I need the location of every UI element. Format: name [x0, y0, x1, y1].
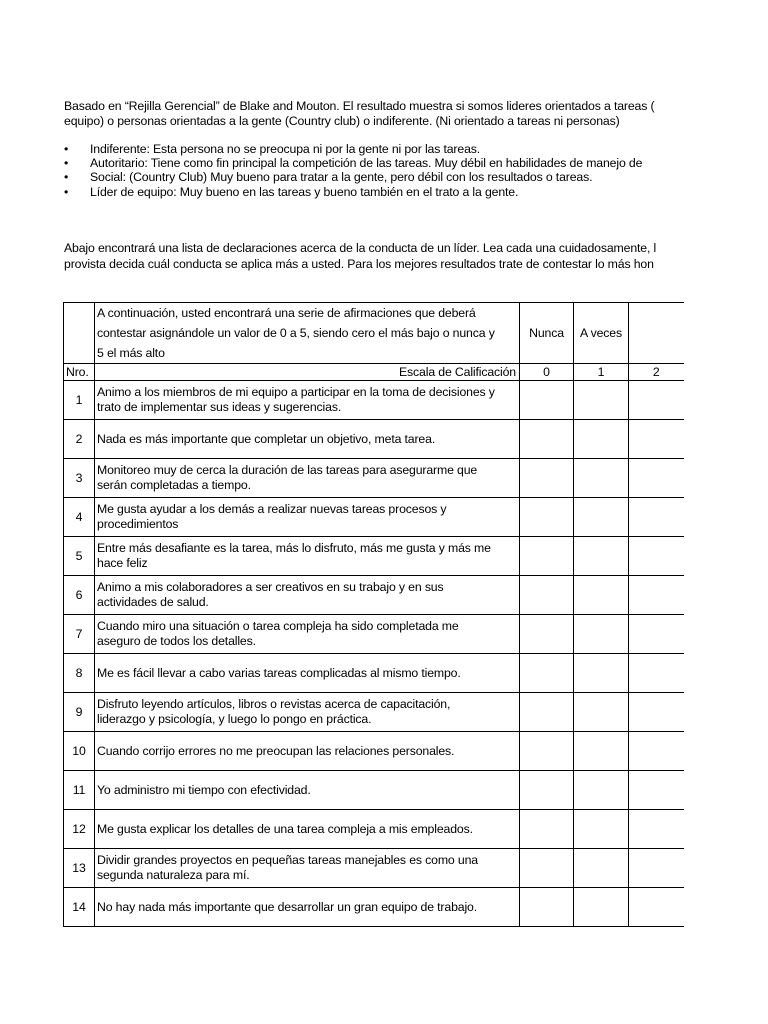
rating-cell-2[interactable]: [629, 849, 684, 888]
bullet-symbol: •: [64, 170, 69, 184]
row-number: 3: [64, 459, 95, 498]
bullet-item-social: [64, 169, 592, 185]
rating-cell-2[interactable]: [629, 888, 684, 927]
rating-cell-a-veces[interactable]: [574, 693, 629, 732]
rating-cell-a-veces[interactable]: [574, 420, 629, 459]
header-instructions-line-2: contestar asignándole un valor de 0 a 5, siendo cero el más bajo o nunca y: [97, 326, 495, 340]
statement-cell: [95, 849, 520, 888]
intro-line-2: equipo) o personas orientadas a la gente (Country club) o indiferente. (Ni orientado a tareas ni personas): [64, 114, 620, 128]
statement-line-1: No hay nada más importante que desarrollar un gran equipo de trabajo.: [97, 899, 477, 914]
statement-line-1: Nada es más importante que completar un objetivo, meta tarea.: [97, 431, 436, 446]
rating-cell-2[interactable]: [629, 459, 684, 498]
leadership-questionnaire-table: [63, 302, 684, 927]
table-row: [64, 537, 684, 576]
table-row: [64, 888, 684, 927]
rating-cell-2[interactable]: [629, 498, 684, 537]
statement-cell: [95, 810, 520, 849]
row-number: 7: [64, 615, 95, 654]
row-number: 8: [64, 654, 95, 693]
bullet-symbol: •: [64, 142, 69, 156]
rating-cell-2[interactable]: [629, 810, 684, 849]
rating-cell-a-veces[interactable]: [574, 615, 629, 654]
rating-cell-2[interactable]: [629, 732, 684, 771]
statement-cell: [95, 576, 520, 615]
row-number: 14: [64, 888, 95, 927]
statement-cell: [95, 732, 520, 771]
statement-line-1: Animo a mis colaboradores a ser creativos en su trabajo y en sus: [97, 580, 444, 594]
table-row: [64, 849, 684, 888]
rating-cell-nunca[interactable]: [520, 537, 574, 576]
table-row: [64, 420, 684, 459]
statement-line-1: Cuando corrijo errores no me preocupan las relaciones personales.: [97, 743, 455, 758]
statement-line-1: Disfruto leyendo artículos, libros o revistas acerca de capacitación,: [97, 697, 451, 711]
row-number: 1: [64, 381, 95, 420]
table-row: [64, 459, 684, 498]
header-instructions-cell: [95, 303, 520, 364]
row-number: 6: [64, 576, 95, 615]
intro-line-1: Basado en “Rejilla Gerencial” de Blake and Mouton. El resultado muestra si somos lideres orientados a tareas (: [64, 99, 655, 113]
rating-cell-a-veces[interactable]: [574, 771, 629, 810]
row-number: 11: [64, 771, 95, 810]
instructions-line-2: provista decida cuál conducta se aplica más a usted. Para los mejores resultados trate de contestar lo más hon: [64, 257, 654, 271]
header-instructions-line-1: A continuación, usted encontrará una serie de afirmaciones que deberá: [97, 306, 476, 320]
table-header-row: [64, 303, 684, 364]
instructions-line-1: Abajo encontrará una lista de declaraciones acerca de la conducta de un líder. Lea cada una cuidadosamente, l: [64, 241, 657, 255]
scale-row: [64, 364, 684, 381]
rating-cell-nunca[interactable]: [520, 459, 574, 498]
row-number: 4: [64, 498, 95, 537]
rating-cell-nunca[interactable]: [520, 381, 574, 420]
row-number: 12: [64, 810, 95, 849]
rating-cell-nunca[interactable]: [520, 849, 574, 888]
statement-line-2: trato de implementar sus ideas y sugerencias.: [97, 400, 342, 414]
bullet-text: Autoritario: Tiene como fin principal la competición de las tareas. Muy débil en habilidades de manejo de: [90, 156, 643, 170]
table-row: [64, 810, 684, 849]
rating-cell-nunca[interactable]: [520, 888, 574, 927]
row-number: 10: [64, 732, 95, 771]
statement-line-2: procedimientos: [97, 517, 179, 531]
rating-cell-a-veces[interactable]: [574, 732, 629, 771]
statement-line-1: Dividir grandes proyectos en pequeñas tareas manejables es como una: [97, 853, 478, 867]
rating-cell-2[interactable]: [629, 693, 684, 732]
rating-cell-a-veces[interactable]: [574, 459, 629, 498]
rating-cell-nunca[interactable]: [520, 615, 574, 654]
rating-cell-a-veces[interactable]: [574, 888, 629, 927]
row-number: 2: [64, 420, 95, 459]
statement-line-1: Monitoreo muy de cerca la duración de las tareas para asegurarme que: [97, 463, 478, 477]
scale-label: Escala de Calificación: [95, 364, 520, 381]
rating-cell-2[interactable]: [629, 771, 684, 810]
statement-cell: [95, 420, 520, 459]
header-a-veces: A veces: [574, 303, 629, 364]
statement-line-2: serán completadas a tiempo.: [97, 478, 251, 492]
rating-cell-a-veces[interactable]: [574, 810, 629, 849]
rating-cell-a-veces[interactable]: [574, 576, 629, 615]
bullet-symbol: •: [64, 156, 69, 170]
rating-cell-nunca[interactable]: [520, 498, 574, 537]
table-row: [64, 381, 684, 420]
bullet-text: Líder de equipo: Muy bueno en las tareas y bueno también en el trato a la gente.: [90, 185, 519, 199]
statement-cell: [95, 888, 520, 927]
rating-cell-nunca[interactable]: [520, 420, 574, 459]
bullet-text: Social: (Country Club) Muy bueno para tratar a la gente, pero débil con los resultados o tareas.: [90, 170, 593, 184]
scale-value-1: 1: [574, 364, 629, 381]
statement-line-1: Yo administro mi tiempo con efectividad.: [97, 782, 311, 797]
table-row: [64, 576, 684, 615]
statement-cell: [95, 654, 520, 693]
statement-cell: [95, 615, 520, 654]
rating-cell-nunca[interactable]: [520, 732, 574, 771]
rating-cell-a-veces[interactable]: [574, 381, 629, 420]
rating-cell-2[interactable]: [629, 537, 684, 576]
table-row: [64, 615, 684, 654]
scale-value-2: 2: [629, 364, 684, 381]
statement-cell: [95, 381, 520, 420]
statement-cell: [95, 537, 520, 576]
statement-line-2: aseguro de todos los detalles.: [97, 634, 256, 648]
statement-cell: [95, 498, 520, 537]
statement-line-2: segunda naturaleza para mí.: [97, 868, 250, 882]
table-row: [64, 771, 684, 810]
header-nunca: Nunca: [520, 303, 574, 364]
row-number: 5: [64, 537, 95, 576]
rating-cell-a-veces[interactable]: [574, 849, 629, 888]
table-row: [64, 498, 684, 537]
rating-cell-nunca[interactable]: [520, 654, 574, 693]
rating-cell-2[interactable]: [629, 381, 684, 420]
table-row: [64, 654, 684, 693]
table-row: [64, 693, 684, 732]
header-instructions-line-3: 5 el más alto: [97, 346, 165, 360]
rating-cell-a-veces[interactable]: [574, 537, 629, 576]
statement-cell: [95, 771, 520, 810]
rating-cell-2[interactable]: [629, 420, 684, 459]
statement-rows: [64, 381, 684, 927]
statement-line-1: Entre más desafiante es la tarea, más lo disfruto, más me gusta y más me: [97, 541, 491, 555]
rating-cell-nunca[interactable]: [520, 693, 574, 732]
rating-cell-nunca[interactable]: [520, 810, 574, 849]
statement-cell: [95, 459, 520, 498]
statement-line-1: Me gusta ayudar a los demás a realizar nuevas tareas procesos y: [97, 502, 447, 516]
scale-value-0: 0: [520, 364, 574, 381]
statement-line-1: Me gusta explicar los detalles de una tarea compleja a mis empleados.: [97, 821, 473, 836]
header-rating-2: [629, 303, 684, 364]
rating-cell-nunca[interactable]: [520, 771, 574, 810]
statement-line-2: liderazgo y psicología, y luego lo pongo en práctica.: [97, 712, 372, 726]
statement-line-2: hace feliz: [97, 556, 148, 570]
statement-line-1: Animo a los miembros de mi equipo a participar en la toma de decisiones y: [97, 385, 495, 399]
rating-cell-2[interactable]: [629, 654, 684, 693]
row-number: 9: [64, 693, 95, 732]
statement-line-1: Cuando miro una situación o tarea compleja ha sido completada me: [97, 619, 459, 633]
bullet-symbol: •: [64, 185, 69, 199]
rating-cell-nunca[interactable]: [520, 576, 574, 615]
rating-cell-a-veces[interactable]: [574, 498, 629, 537]
nro-label: Nro.: [64, 364, 95, 381]
rating-cell-2[interactable]: [629, 576, 684, 615]
statement-cell: [95, 693, 520, 732]
bullet-text: Indiferente: Esta persona no se preocupa ni por la gente ni por las tareas.: [90, 142, 481, 156]
bullet-item-lider-de-equipo: [64, 184, 518, 200]
rating-cell-a-veces[interactable]: [574, 654, 629, 693]
statement-line-1: Me es fácil llevar a cabo varias tareas complicadas al mismo tiempo.: [97, 665, 461, 680]
statement-line-2: actividades de salud.: [97, 595, 209, 609]
rating-cell-2[interactable]: [629, 615, 684, 654]
header-blank-cell: [64, 303, 95, 364]
table-row: [64, 732, 684, 771]
row-number: 13: [64, 849, 95, 888]
